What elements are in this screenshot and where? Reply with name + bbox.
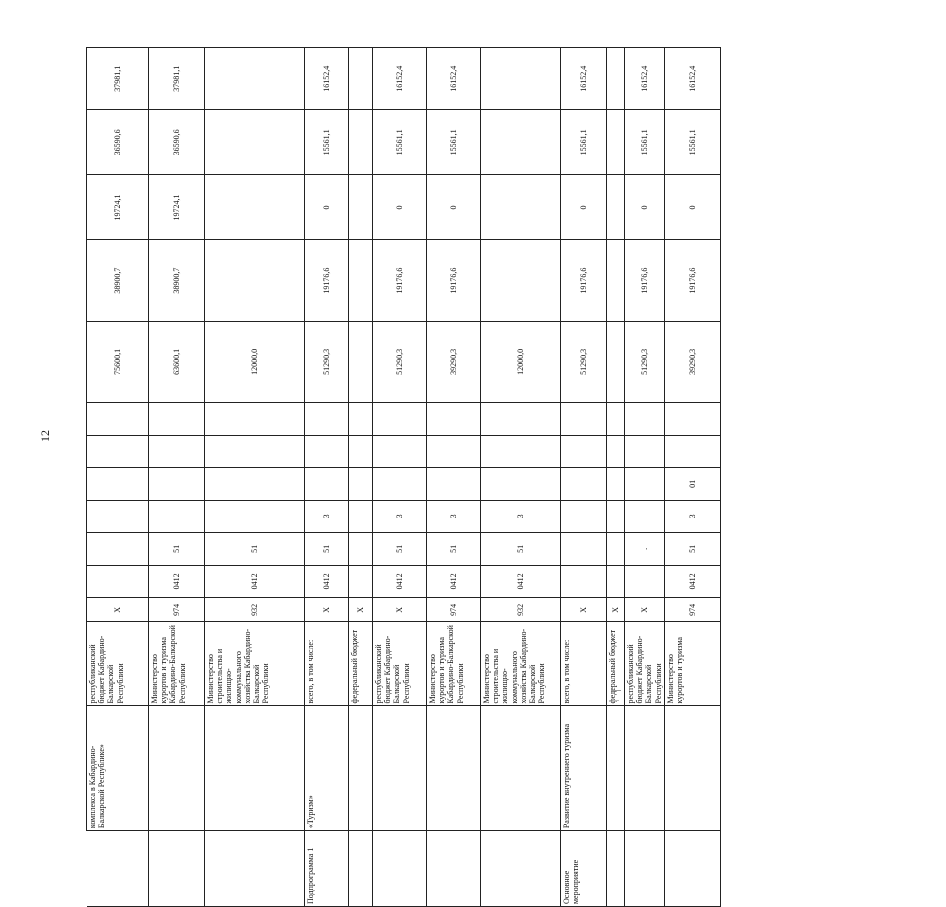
cell-year-5: 16152,4 <box>664 48 720 110</box>
cell-year-2: 19176,6 <box>373 240 427 321</box>
cell-cs-b <box>149 500 205 533</box>
cell-cs-a: 51 <box>149 533 205 566</box>
cell-year-3: 0 <box>373 175 427 240</box>
cell-program-name: «Туризм» <box>305 706 349 831</box>
cell-cs-a <box>607 533 625 566</box>
table-row <box>149 48 205 907</box>
cell-cs-b <box>607 500 625 533</box>
cell-cs-d <box>625 435 665 468</box>
cell-year-5 <box>205 48 305 110</box>
cell-year-3: 0 <box>664 175 720 240</box>
cell-program-status <box>349 831 373 907</box>
cell-cs-d <box>427 435 481 468</box>
cell-year-1 <box>607 321 625 402</box>
cell-year-3: 0 <box>305 175 349 240</box>
cell-cs-b <box>625 500 665 533</box>
cell-source: республиканский бюджет Кабардино-Балкарской Республики <box>87 622 149 706</box>
cell-year-1: 51290,3 <box>625 321 665 402</box>
cell-grbs: Х <box>561 598 607 622</box>
cell-cs-d <box>481 435 561 468</box>
cell-year-4 <box>205 110 305 175</box>
cell-rz-pr: 0412 <box>205 565 305 598</box>
cell-year-5 <box>607 48 625 110</box>
cell-year-1: 63600,1 <box>149 321 205 402</box>
cell-year-1: 75600,1 <box>87 321 149 402</box>
cell-program-status <box>149 831 205 907</box>
cell-source: федеральный бюджет <box>607 622 625 706</box>
cell-year-4: 15561,1 <box>305 110 349 175</box>
cell-cs-d <box>205 435 305 468</box>
cell-program-status <box>373 831 427 907</box>
cell-grbs: Х <box>305 598 349 622</box>
cell-source: Министерство строительства и жилищно-коммунального хозяйства Кабардино-Балкарской Республики <box>481 622 561 706</box>
cell-vr <box>149 403 205 436</box>
cell-cs-b <box>561 500 607 533</box>
cell-year-3: 19724,1 <box>149 175 205 240</box>
cell-vr <box>427 403 481 436</box>
cell-cs-a <box>87 533 149 566</box>
cell-cs-c: 01 <box>664 468 720 501</box>
cell-year-5: 37981,1 <box>87 48 149 110</box>
cell-program-name <box>607 706 625 831</box>
cell-program-name <box>373 706 427 831</box>
cell-program-status: Основное мероприятие <box>561 831 607 907</box>
cell-rz-pr: 0412 <box>149 565 205 598</box>
cell-cs-a: . <box>625 533 665 566</box>
cell-cs-d <box>664 435 720 468</box>
table-row <box>349 48 373 907</box>
cell-year-4: 15561,1 <box>561 110 607 175</box>
scan-mark <box>611 690 621 694</box>
cell-cs-c <box>349 468 373 501</box>
cell-grbs: Х <box>625 598 665 622</box>
cell-grbs: 974 <box>149 598 205 622</box>
cell-vr <box>205 403 305 436</box>
cell-program-status <box>87 831 149 907</box>
table-row <box>561 48 607 907</box>
cell-program-status <box>481 831 561 907</box>
cell-cs-d <box>87 435 149 468</box>
cell-cs-a <box>561 533 607 566</box>
cell-cs-c <box>373 468 427 501</box>
cell-rz-pr: 0412 <box>481 565 561 598</box>
cell-grbs: 974 <box>427 598 481 622</box>
cell-source: федеральный бюджет <box>349 622 373 706</box>
cell-rz-pr: 0412 <box>664 565 720 598</box>
cell-program-name <box>349 706 373 831</box>
cell-grbs: Х <box>373 598 427 622</box>
cell-cs-c <box>561 468 607 501</box>
table-row <box>427 48 481 907</box>
cell-source: Министерство курортов и туризма <box>664 622 720 706</box>
cell-year-2: 19176,6 <box>305 240 349 321</box>
cell-year-4: 36590,6 <box>87 110 149 175</box>
cell-cs-b: 3 <box>373 500 427 533</box>
cell-cs-b: 3 <box>481 500 561 533</box>
page-number: 12 <box>38 430 52 442</box>
cell-year-2: 38900,7 <box>149 240 205 321</box>
cell-year-1: 39290,3 <box>664 321 720 402</box>
cell-program-name: Развитие внутреннего туризма <box>561 706 607 831</box>
cell-program-name <box>149 706 205 831</box>
cell-year-5: 16152,4 <box>427 48 481 110</box>
cell-source: Министерство курортов и туризма Кабардино-Балкарской Республики <box>149 622 205 706</box>
cell-grbs: 932 <box>481 598 561 622</box>
cell-grbs: Х <box>87 598 149 622</box>
cell-year-3: 19724,1 <box>87 175 149 240</box>
cell-year-4 <box>349 110 373 175</box>
cell-program-status <box>607 831 625 907</box>
budget-table-body <box>87 48 721 907</box>
cell-year-2 <box>349 240 373 321</box>
cell-vr <box>305 403 349 436</box>
cell-rz-pr <box>87 565 149 598</box>
cell-source: республиканский бюджет Кабардино-Балкарской Республики <box>625 622 665 706</box>
cell-cs-d <box>349 435 373 468</box>
cell-rz-pr <box>607 565 625 598</box>
cell-year-1: 51290,3 <box>373 321 427 402</box>
cell-cs-c <box>607 468 625 501</box>
cell-year-3: 0 <box>625 175 665 240</box>
cell-program-name: комплекса в Кабардино-Балкарской Республике» <box>87 706 149 831</box>
cell-program-name <box>481 706 561 831</box>
cell-cs-c <box>149 468 205 501</box>
cell-program-status <box>205 831 305 907</box>
cell-cs-c <box>427 468 481 501</box>
cell-year-5 <box>481 48 561 110</box>
cell-cs-a: 51 <box>205 533 305 566</box>
cell-cs-d <box>305 435 349 468</box>
cell-vr <box>349 403 373 436</box>
cell-grbs: 974 <box>664 598 720 622</box>
cell-grbs: Х <box>607 598 625 622</box>
cell-program-name <box>625 706 665 831</box>
cell-vr <box>664 403 720 436</box>
cell-vr <box>87 403 149 436</box>
cell-cs-c <box>625 468 665 501</box>
cell-year-5: 16152,4 <box>305 48 349 110</box>
cell-program-status <box>664 831 720 907</box>
table-row <box>625 48 665 907</box>
cell-cs-a <box>349 533 373 566</box>
cell-program-name <box>427 706 481 831</box>
cell-program-status: Подпрограмма 1 <box>305 831 349 907</box>
table-row <box>373 48 427 907</box>
cell-program-status <box>625 831 665 907</box>
cell-program-name <box>205 706 305 831</box>
cell-source: Министерство курортов и туризма Кабардино-Балкарской Республики <box>427 622 481 706</box>
cell-year-2 <box>481 240 561 321</box>
cell-year-1: 12000,0 <box>205 321 305 402</box>
cell-grbs: Х <box>349 598 373 622</box>
cell-cs-d <box>607 435 625 468</box>
cell-year-3 <box>607 175 625 240</box>
cell-year-4: 15561,1 <box>373 110 427 175</box>
cell-cs-a: 51 <box>427 533 481 566</box>
scan-mark <box>613 700 619 703</box>
table-row <box>664 48 720 907</box>
cell-cs-d <box>149 435 205 468</box>
cell-year-5: 37981,1 <box>149 48 205 110</box>
cell-source: всего, в том числе: <box>561 622 607 706</box>
cell-year-1: 51290,3 <box>561 321 607 402</box>
cell-vr <box>373 403 427 436</box>
cell-year-3 <box>349 175 373 240</box>
cell-year-4: 15561,1 <box>427 110 481 175</box>
cell-source: республиканский бюджет Кабардино-Балкарской Республики <box>373 622 427 706</box>
cell-year-3 <box>205 175 305 240</box>
cell-source: всего, в том числе: <box>305 622 349 706</box>
cell-year-4 <box>481 110 561 175</box>
table-row <box>87 48 149 907</box>
cell-year-4: 15561,1 <box>625 110 665 175</box>
cell-vr <box>625 403 665 436</box>
table-row <box>205 48 305 907</box>
cell-cs-a: 51 <box>373 533 427 566</box>
cell-year-1: 39290,3 <box>427 321 481 402</box>
cell-year-1: 12000,0 <box>481 321 561 402</box>
table-row <box>481 48 561 907</box>
cell-year-3: 0 <box>561 175 607 240</box>
cell-year-2: 38900,7 <box>87 240 149 321</box>
cell-year-2: 19176,6 <box>625 240 665 321</box>
cell-cs-c <box>481 468 561 501</box>
cell-year-1 <box>349 321 373 402</box>
cell-rz-pr: 0412 <box>373 565 427 598</box>
cell-year-5 <box>349 48 373 110</box>
cell-rz-pr: 0412 <box>305 565 349 598</box>
cell-year-4: 15561,1 <box>664 110 720 175</box>
cell-rz-pr: 0412 <box>427 565 481 598</box>
cell-year-4: 36590,6 <box>149 110 205 175</box>
cell-vr <box>607 403 625 436</box>
cell-year-2 <box>205 240 305 321</box>
cell-cs-c <box>305 468 349 501</box>
cell-vr <box>561 403 607 436</box>
cell-cs-d <box>373 435 427 468</box>
cell-cs-b <box>205 500 305 533</box>
cell-rz-pr <box>349 565 373 598</box>
cell-rz-pr <box>625 565 665 598</box>
cell-year-4 <box>607 110 625 175</box>
cell-year-2: 19176,6 <box>427 240 481 321</box>
cell-cs-d <box>561 435 607 468</box>
cell-year-5: 16152,4 <box>625 48 665 110</box>
cell-cs-b: 3 <box>427 500 481 533</box>
cell-program-status <box>427 831 481 907</box>
cell-cs-b <box>349 500 373 533</box>
budget-table <box>86 47 721 907</box>
cell-cs-c <box>87 468 149 501</box>
cell-year-2 <box>607 240 625 321</box>
cell-cs-b: 3 <box>305 500 349 533</box>
cell-cs-b: 3 <box>664 500 720 533</box>
cell-rz-pr <box>561 565 607 598</box>
table-row <box>607 48 625 907</box>
cell-year-5: 16152,4 <box>561 48 607 110</box>
cell-cs-b <box>87 500 149 533</box>
cell-cs-c <box>205 468 305 501</box>
table-row <box>305 48 349 907</box>
cell-vr <box>481 403 561 436</box>
cell-program-name <box>664 706 720 831</box>
cell-year-2: 19176,6 <box>664 240 720 321</box>
table-container <box>86 47 946 904</box>
cell-year-3 <box>481 175 561 240</box>
cell-year-3: 0 <box>427 175 481 240</box>
cell-year-1: 51290,3 <box>305 321 349 402</box>
cell-year-5: 16152,4 <box>373 48 427 110</box>
cell-grbs: 932 <box>205 598 305 622</box>
cell-cs-a: 51 <box>664 533 720 566</box>
cell-source: Министерство строительства и жилищно-коммунального хозяйства Кабардино-Балкарской Республики <box>205 622 305 706</box>
cell-cs-a: 51 <box>305 533 349 566</box>
cell-year-2: 19176,6 <box>561 240 607 321</box>
cell-cs-a: 51 <box>481 533 561 566</box>
